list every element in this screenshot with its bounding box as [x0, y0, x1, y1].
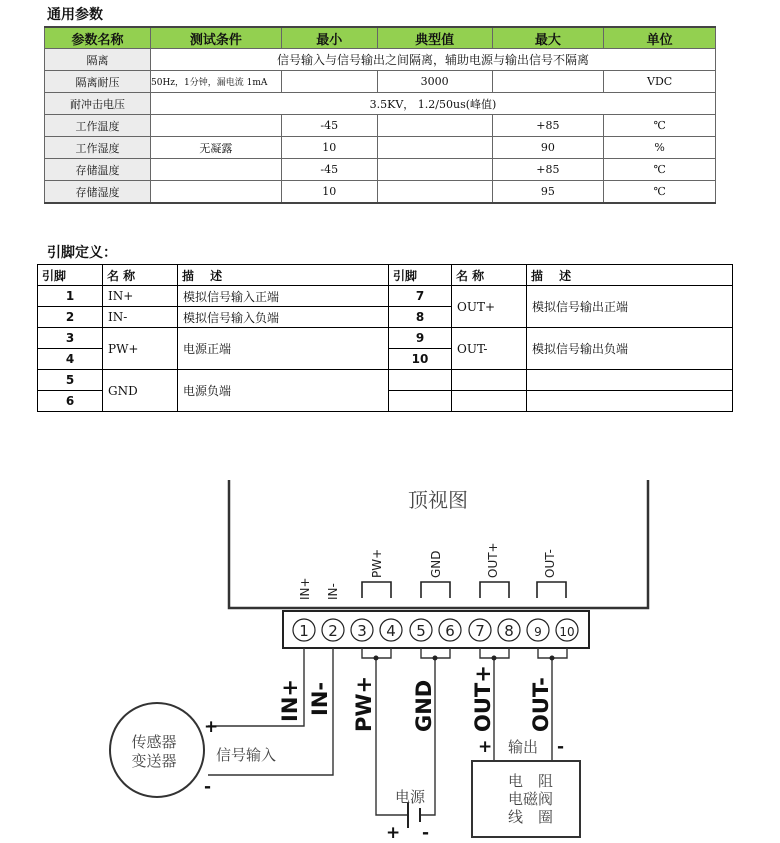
terminal-number: 10	[559, 625, 575, 639]
param-max: 95	[492, 181, 604, 204]
wiring-diagram	[0, 470, 780, 843]
pin-desc: 电源负端	[178, 370, 389, 412]
pin-number: 4	[38, 349, 103, 370]
header-name: 名 称	[103, 265, 178, 286]
param-min: -45	[281, 159, 377, 181]
param-cond	[151, 115, 282, 137]
param-typ	[377, 181, 492, 204]
terminal-number: 9	[534, 625, 542, 639]
top-label-pw-plus: PW+	[370, 548, 384, 578]
pin-desc: 模拟信号输出负端	[527, 328, 733, 370]
top-label-out-plus: OUT+	[486, 542, 500, 578]
top-label-out-minus: OUT-	[543, 549, 557, 578]
sensor-label-line2: 变送器	[131, 752, 177, 770]
table-row	[45, 49, 716, 71]
param-name: 存储温度	[45, 159, 151, 181]
output-label: 输出	[507, 738, 539, 756]
bracket-gnd	[421, 582, 450, 598]
signal-input-label: 信号输入	[215, 746, 277, 764]
pin-desc: 模拟信号输入正端	[178, 286, 389, 307]
param-typ: 3000	[377, 71, 492, 93]
param-min: 10	[281, 137, 377, 159]
load-label-line1: 电 阻	[508, 772, 554, 790]
pin-number: 3	[38, 328, 103, 349]
load-label-line2: 电磁阀	[508, 790, 554, 808]
sensor-minus-sign: -	[204, 777, 212, 797]
param-cond: 无凝露	[151, 137, 282, 159]
wire-label-gnd: GND	[412, 679, 436, 732]
pin-name: OUT+	[452, 286, 527, 328]
terminal-number: 4	[386, 622, 396, 640]
pin-number: 7	[389, 286, 452, 307]
header-param-name: 参数名称	[45, 27, 151, 49]
junction-dot	[374, 656, 379, 661]
output-minus-sign: -	[557, 737, 565, 757]
terminal-number: 1	[299, 622, 309, 640]
pin-number: 6	[38, 391, 103, 412]
table-row	[38, 328, 733, 349]
table-row	[45, 71, 716, 93]
wire-label-in-minus: IN-	[308, 681, 332, 716]
general-params-table	[44, 26, 716, 204]
header-max: 最大	[492, 27, 604, 49]
table-row	[45, 93, 716, 115]
table-row	[45, 115, 716, 137]
empty-cell	[527, 370, 733, 391]
terminal-number: 6	[445, 622, 455, 640]
top-label-in-plus: IN+	[298, 577, 312, 600]
param-span: 信号输入与信号输出之间隔离，辅助电源与输出信号不隔离	[151, 49, 716, 71]
param-span: 3.5KV， 1.2/50us(峰值)	[151, 93, 716, 115]
param-min: 10	[281, 181, 377, 204]
pin-name: PW+	[103, 328, 178, 370]
bracket-out-plus	[480, 582, 509, 598]
terminal-number: 7	[475, 622, 485, 640]
power-label: 电源	[394, 788, 426, 806]
terminal-number: 5	[416, 622, 426, 640]
terminal-number: 2	[328, 622, 338, 640]
pin-number: 8	[389, 307, 452, 328]
header-desc: 描 述	[178, 265, 389, 286]
table-row	[45, 181, 716, 204]
header-unit: 单位	[604, 27, 716, 49]
param-min: -45	[281, 115, 377, 137]
table-row	[38, 286, 733, 307]
table-row	[45, 159, 716, 181]
pin-name: IN+	[103, 286, 178, 307]
wire-label-in-plus: IN+	[278, 679, 302, 722]
power-minus-sign: -	[422, 823, 430, 843]
pin-number: 10	[389, 349, 452, 370]
general-title: 通用参数	[47, 7, 103, 23]
param-typ	[377, 137, 492, 159]
pin-number: 9	[389, 328, 452, 349]
param-name: 隔离	[45, 49, 151, 71]
param-max: 90	[492, 137, 604, 159]
junction-dot	[550, 656, 555, 661]
bracket-pw	[362, 582, 391, 598]
param-name: 存储湿度	[45, 181, 151, 204]
param-min	[281, 71, 377, 93]
param-name: 耐冲击电压	[45, 93, 151, 115]
param-unit: VDC	[604, 71, 716, 93]
sensor-plus-sign: +	[204, 717, 219, 737]
empty-cell	[389, 391, 452, 412]
junction-dot	[492, 656, 497, 661]
param-typ	[377, 159, 492, 181]
param-unit: ℃	[604, 115, 716, 137]
junction-dot	[433, 656, 438, 661]
sensor-label-line1: 传感器	[131, 733, 177, 751]
wire-label-pw-plus: PW+	[352, 675, 376, 732]
wire-label-out-minus: OUT-	[529, 677, 553, 732]
load-label-line3: 线 圈	[508, 808, 554, 826]
pin-name: OUT-	[452, 328, 527, 370]
pin-desc: 模拟信号输入负端	[178, 307, 389, 328]
empty-cell	[452, 370, 527, 391]
param-max	[492, 71, 604, 93]
top-label-gnd: GND	[429, 550, 443, 578]
terminal-number: 3	[357, 622, 367, 640]
pin-desc: 模拟信号输出正端	[527, 286, 733, 328]
output-plus-sign: +	[478, 737, 493, 757]
param-cond	[151, 181, 282, 204]
table-row	[38, 370, 733, 391]
param-max: +85	[492, 115, 604, 137]
pin-name: GND	[103, 370, 178, 412]
pins-title: 引脚定义：	[47, 245, 117, 261]
header-typical: 典型值	[377, 27, 492, 49]
header-pin-right: 引脚	[389, 265, 452, 286]
param-name: 工作湿度	[45, 137, 151, 159]
param-unit: ℃	[604, 159, 716, 181]
bracket-out-minus	[537, 582, 566, 598]
param-name: 隔离耐压	[45, 71, 151, 93]
table-row	[45, 137, 716, 159]
empty-cell	[452, 391, 527, 412]
header-desc-right: 描 述	[527, 265, 733, 286]
param-unit: %	[604, 137, 716, 159]
param-cond: 50Hz，1分钟，漏电流 1mA	[151, 71, 282, 93]
pin-number: 5	[38, 370, 103, 391]
terminal-number: 8	[504, 622, 514, 640]
header-test-condition: 测试条件	[151, 27, 282, 49]
header-pin: 引脚	[38, 265, 103, 286]
empty-cell	[389, 370, 452, 391]
pin-number: 2	[38, 307, 103, 328]
wire-label-out-plus: OUT+	[471, 665, 495, 732]
power-plus-sign: +	[386, 823, 401, 843]
header-name-right: 名 称	[452, 265, 527, 286]
empty-cell	[527, 391, 733, 412]
param-max: +85	[492, 159, 604, 181]
top-label-in-minus: IN-	[326, 583, 340, 600]
param-cond	[151, 159, 282, 181]
pin-name: IN-	[103, 307, 178, 328]
pin-desc: 电源正端	[178, 328, 389, 370]
top-view-title: 顶视图	[408, 488, 468, 512]
header-min: 最小	[281, 27, 377, 49]
param-unit: ℃	[604, 181, 716, 204]
pin-number: 1	[38, 286, 103, 307]
pin-definition-table	[37, 264, 733, 412]
param-name: 工作温度	[45, 115, 151, 137]
param-typ	[377, 115, 492, 137]
